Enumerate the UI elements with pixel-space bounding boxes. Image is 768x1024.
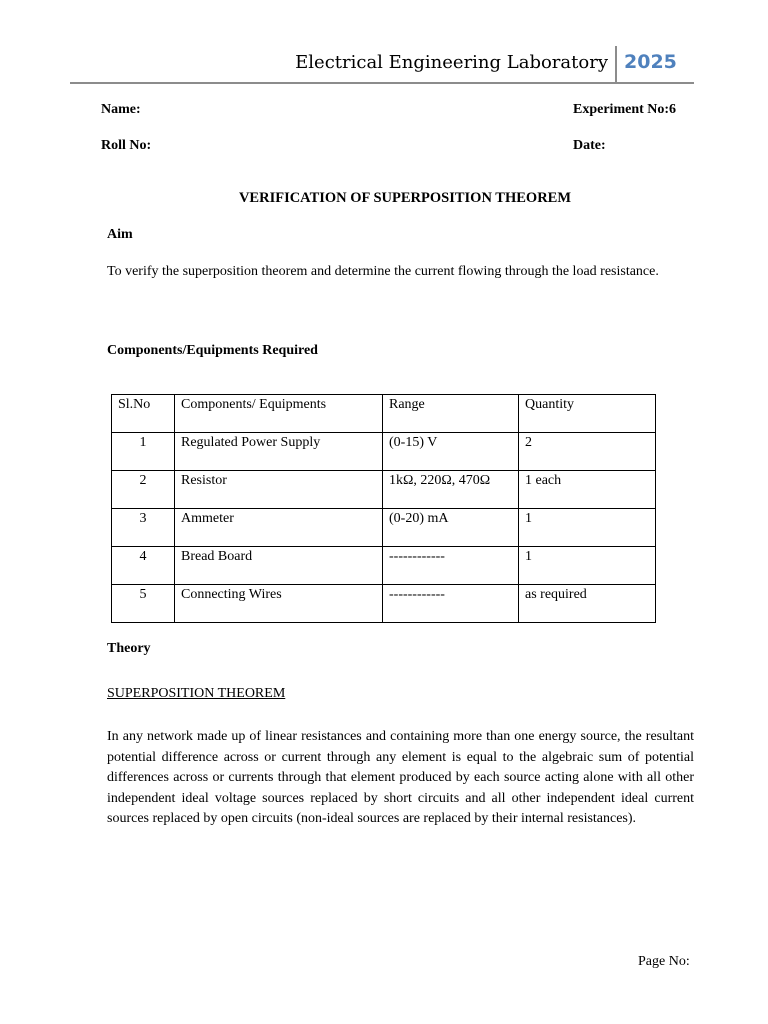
- theory-subheading: SUPERPOSITION THEOREM: [107, 686, 286, 701]
- document-title: VERIFICATION OF SUPERPOSITION THEOREM: [238, 190, 572, 206]
- table-cell-range: ------------: [383, 585, 519, 623]
- table-cell-quantity: 2: [519, 433, 656, 471]
- table-cell-component: Regulated Power Supply: [175, 433, 383, 471]
- aim-text: To verify the superposition theorem and determine the current flowing through the load resistance.: [107, 264, 659, 279]
- table-cell-sl-no: 3: [112, 509, 175, 547]
- table-header-row: [112, 395, 656, 433]
- table-cell-quantity: 1: [519, 547, 656, 585]
- table-cell-sl-no: 5: [112, 585, 175, 623]
- date-label: Date:: [573, 138, 606, 153]
- page-number-label: Page No:: [638, 954, 690, 969]
- table-row: [112, 471, 656, 509]
- column-header: Range: [383, 395, 519, 433]
- column-header: Quantity: [519, 395, 656, 433]
- table-cell-range: (0-15) V: [383, 433, 519, 471]
- table-cell-sl-no: 1: [112, 433, 175, 471]
- table-cell-quantity: 1: [519, 509, 656, 547]
- table-row: [112, 509, 656, 547]
- table-cell-range: (0-20) mA: [383, 509, 519, 547]
- column-header: Components/ Equipments: [175, 395, 383, 433]
- roll-number-label: Roll No:: [101, 138, 152, 153]
- name-label: Name:: [101, 102, 141, 117]
- table-cell-component: Ammeter: [175, 509, 383, 547]
- table-row: [112, 585, 656, 623]
- table-cell-quantity: 1 each: [519, 471, 656, 509]
- aim-heading: Aim: [107, 227, 133, 242]
- table-cell-component: Bread Board: [175, 547, 383, 585]
- table-cell-range: ------------: [383, 547, 519, 585]
- page-header: [70, 44, 694, 84]
- header-title: Electrical Engineering Laboratory: [295, 52, 608, 73]
- table-cell-quantity: as required: [519, 585, 656, 623]
- components-table: [111, 394, 656, 623]
- experiment-number-label: Experiment No:6: [573, 102, 677, 117]
- components-heading: Components/Equipments Required: [107, 343, 318, 358]
- table-cell-sl-no: 2: [112, 471, 175, 509]
- table-cell-component: Resistor: [175, 471, 383, 509]
- header-separator: [615, 46, 617, 82]
- table-row: [112, 433, 656, 471]
- theory-heading: Theory: [107, 641, 151, 656]
- table-cell-range: 1kΩ, 220Ω, 470Ω: [383, 471, 519, 509]
- table-cell-component: Connecting Wires: [175, 585, 383, 623]
- table-row: [112, 547, 656, 585]
- column-header: Sl.No: [112, 395, 175, 433]
- theory-text: In any network made up of linear resistances and containing more than one energy source, the resultant potential difference across or current through any element is equal to the algebraic sum of potential differences across or currents through that element produced by each source acting alone with all other independent ideal voltage sources replaced by short circuits and all other independent ideal current sources replaced by open circuits (non-ideal sources are replaced by their internal resistances).: [107, 729, 694, 826]
- header-year: 2025: [624, 51, 677, 73]
- table-cell-sl-no: 4: [112, 547, 175, 585]
